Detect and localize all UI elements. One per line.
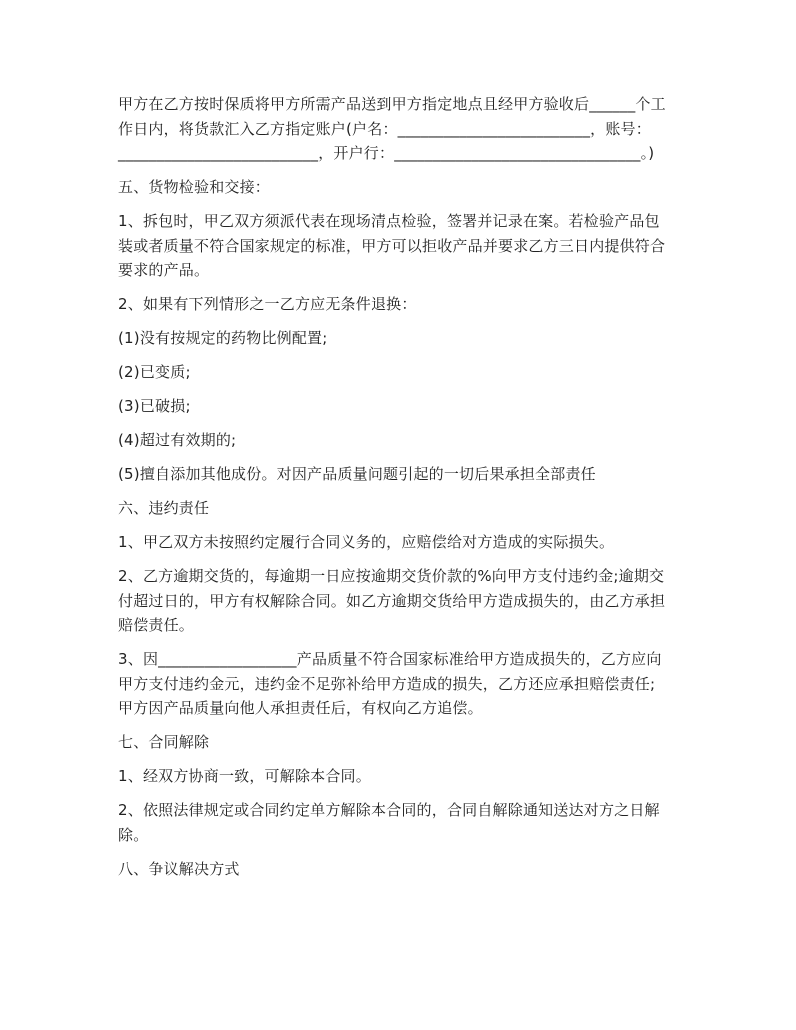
text-line: 2、如果有下列情形之一乙方应无条件退换： (118, 295, 417, 313)
text-line: 1、经双方协商一致，可解除本合同。 (118, 767, 371, 785)
text-line: (2)已变质; (118, 363, 191, 381)
text-line: (4)超过有效期的; (118, 431, 237, 449)
text-line: 七、合同解除 (118, 733, 210, 751)
contract-clause (118, 394, 684, 419)
contract-clause (118, 564, 684, 638)
text-line: 甲方因产品质量向他人承担责任后，有权向乙方追偿。 (118, 699, 483, 717)
text-line: 装或者质量不符合国家规定的标准，甲方可以拒收产品并要求乙方三日内提供符合 (118, 236, 666, 255)
text-line: 作日内，将货款汇入乙方指定账户(户名：_________________________，账号： (118, 119, 651, 138)
text-line: (3)已破损; (118, 397, 191, 415)
contract-clause (118, 292, 684, 317)
text-line: (1)没有按规定的药物比例配置; (118, 329, 328, 347)
contract-clause (118, 92, 684, 166)
section-heading (118, 496, 684, 521)
contract-clause (118, 209, 684, 283)
text-line: 六、违约责任 (118, 499, 210, 517)
text-line: 付超过日的，甲方有权解除合同。如乙方逾期交货给甲方造成损失的，由乙方承担 (118, 591, 666, 610)
text-line: 五、货物检验和交接： (118, 178, 271, 196)
contract-clause (118, 530, 684, 555)
document-page (118, 92, 684, 891)
contract-clause (118, 647, 684, 721)
section-heading (118, 730, 684, 755)
contract-clause (118, 360, 684, 385)
contract-clause (118, 798, 684, 847)
text-line: 3、因__________________产品质量不符合国家标准给甲方造成损失的，乙方应向 (118, 650, 662, 668)
section-heading (118, 175, 684, 200)
text-line: 2、乙方逾期交货的，每逾期一日应按逾期交货价款的%向甲方支付违约金;逾期交 (118, 567, 665, 585)
contract-clause (118, 326, 684, 351)
text-line: 1、甲乙双方未按照约定履行合同义务的，应赔偿给对方造成的实际损失。 (118, 533, 615, 551)
text-line: 要求的产品。 (118, 261, 210, 279)
contract-clause (118, 462, 684, 487)
text-line: 除。 (118, 825, 149, 844)
text-line: 2、依照法律规定或合同约定单方解除本合同的，合同自解除通知送达对方之日解 (118, 801, 660, 819)
text-line: 甲方在乙方按时保质将甲方所需产品送到甲方指定地点且经甲方验收后______个工 (118, 95, 666, 113)
contract-clause (118, 428, 684, 453)
text-line: 甲方支付违约金元，违约金不足弥补给甲方造成的损失，乙方还应承担赔偿责任; (118, 674, 656, 693)
text-line: 赔偿责任。 (118, 616, 195, 634)
text-line: __________________________，开户行：________________________________。) (118, 144, 655, 162)
section-heading (118, 857, 684, 882)
text-line: 1、拆包时，甲乙双方须派代表在现场清点检验，签署并记录在案。若检验产品包 (118, 212, 660, 230)
text-line: (5)擅自添加其他成份。对因产品质量问题引起的一切后果承担全部责任 (118, 465, 596, 483)
contract-clause (118, 764, 684, 789)
text-line: 八、争议解决方式 (118, 859, 240, 878)
